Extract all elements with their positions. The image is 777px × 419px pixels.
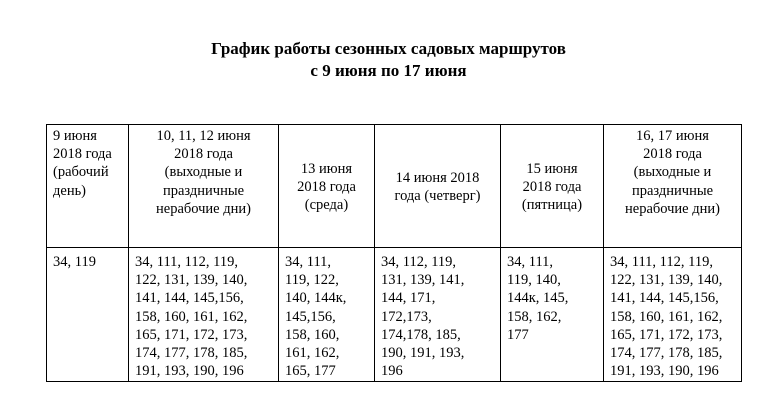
routes-cell-jun-13: 34, 111, 119, 122, 140, 144к, 145,156, 158, 160, 161, 162, 165, 177 (279, 248, 375, 382)
title-line-2: с 9 июня по 17 июня (310, 61, 467, 80)
table-routes-row (47, 248, 742, 382)
routes-cell-jun-14: 34, 112, 119, 131, 139, 141, 144, 171, 172,173, 174,178, 185, 190, 191, 193, 196 (375, 248, 501, 382)
routes-cell-jun-10-12: 34, 111, 112, 119, 122, 131, 139, 140, 141, 144, 145,156, 158, 160, 161, 162, 165, 171, 172, 173, 174, 177, 178, 185, 191, 193, 190, 196 (129, 248, 279, 382)
header-cell-jun-15: 15 июня 2018 года (пятница) (501, 125, 604, 248)
table-header-row (47, 125, 742, 248)
schedule-table (46, 124, 742, 382)
document-title (0, 38, 777, 82)
routes-cell-jun-15: 34, 111, 119, 140, 144к, 145, 158, 162, 177 (501, 248, 604, 382)
routes-cell-jun-9: 34, 119 (47, 248, 129, 382)
header-cell-jun-14: 14 июня 2018 года (четверг) (375, 125, 501, 248)
header-cell-jun-13: 13 июня 2018 года (среда) (279, 125, 375, 248)
header-cell-jun-16-17: 16, 17 июня 2018 года (выходные и праздничные нерабочие дни) (604, 125, 742, 248)
header-cell-jun-10-12: 10, 11, 12 июня 2018 года (выходные и праздничные нерабочие дни) (129, 125, 279, 248)
title-line-1: График работы сезонных садовых маршрутов (211, 39, 566, 58)
header-cell-jun-9: 9 июня 2018 года (рабочий день) (47, 125, 129, 248)
routes-cell-jun-16-17: 34, 111, 112, 119, 122, 131, 139, 140, 141, 144, 145,156, 158, 160, 161, 162, 165, 171, 172, 173, 174, 177, 178, 185, 191, 193, 190, 196 (604, 248, 742, 382)
